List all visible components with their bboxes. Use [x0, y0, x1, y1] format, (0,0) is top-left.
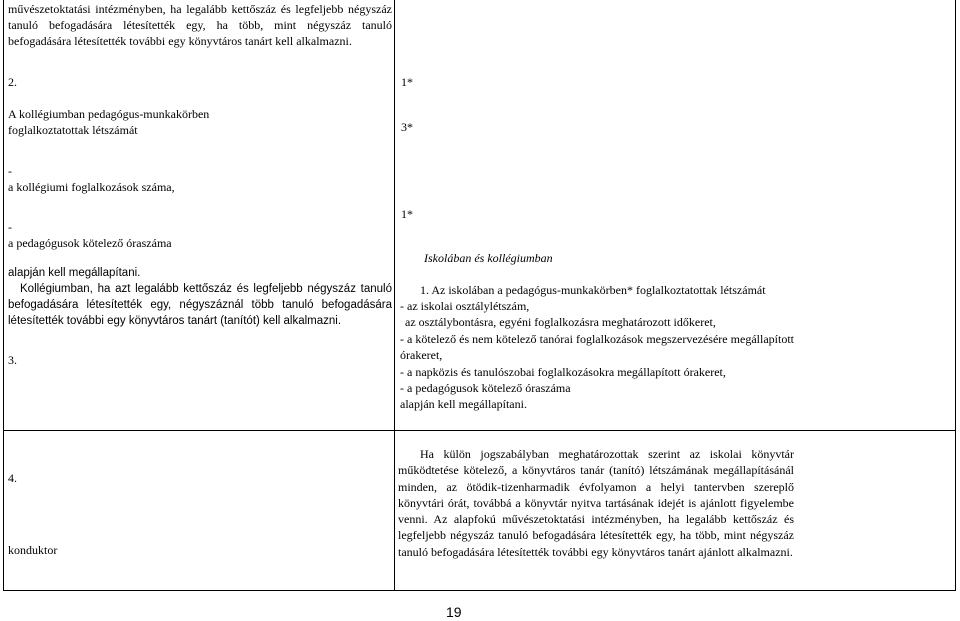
- right-line-5: - a napközis és tanulószobai foglalkozásokra megállapított órakeret,: [400, 365, 726, 379]
- dash-1: -: [8, 164, 12, 178]
- right-line-4: - a kötelező és nem kötelező tanórai foglalkozások megszervezésére megállapított órakeret,: [400, 332, 794, 362]
- row3-number: 3.: [8, 353, 17, 367]
- right-heading: Iskolában és kollégiumban: [424, 251, 553, 265]
- row2-title: A kollégiumban pedagógus-munkakörben foglalkoztatottak létszámát: [8, 107, 210, 137]
- table-border-right: [955, 0, 956, 590]
- row2-number: 2.: [8, 75, 17, 89]
- left-conclusion: alapján kell megállapítani.: [8, 267, 141, 279]
- marker-1-second: 1*: [401, 207, 413, 221]
- right-line-2: - az iskolai osztálylétszám,: [400, 299, 530, 313]
- row4-number: 4.: [8, 471, 17, 485]
- table-border-bottom: [3, 590, 956, 591]
- right-line-1: 1. Az iskolában a pedagógus-munkakörben* foglalkoztatottak létszámát: [420, 283, 766, 297]
- item-pedagogusok-oraszama: a pedagógusok kötelező óraszáma: [8, 236, 172, 250]
- row4-paragraph: Ha külön jogszabályban meghatározottak szerint az iskolai könyvtár működtetése kötelező, a könyvtáros tanár (tanító) létszámának megállapításánál minden, az ötödik-tizenharmadik évfolyamon a helyi tantervben szereplő könyvtári órát, továbbá a könyvtár nyitva tartásának idejét is ajánlott figyelembe venni. Az alapfokú művészetoktatási intézményben, ha legalább kettőszáz és legfeljebb négyszáz tanuló befogadására létesítették egy, ha több, mint négyszáz tanuló befogadására létesítették további egy könyvtáros tanárt ajánlott alkalmazni.: [398, 447, 794, 559]
- kollegium-paragraph: Kollégiumban, ha azt legalább kettőszáz és legfeljebb négyszáz tanuló befogadására létesítették egy, négyszáznál több tanuló befogadására létesítették további egy könyvtáros tanárt (tanítót) kell alkalmazni.: [8, 283, 392, 327]
- left-top-paragraph: művészetoktatási intézményben, ha legalább kettőszáz és legfeljebb négyszáz tanuló befogadására létesítették egy, ha több, mint négyszáz tanuló befogadására létesítették további egy könyvtáros tanárt kell alkalmazni.: [8, 2, 392, 48]
- item-kollegiumi-foglalkozasok: a kollégiumi foglalkozások száma,: [8, 180, 175, 194]
- dash-2: -: [8, 220, 12, 234]
- table-border-left: [3, 0, 4, 590]
- marker-3: 3*: [401, 120, 413, 134]
- page-number: 19: [446, 604, 462, 620]
- marker-1: 1*: [401, 75, 413, 89]
- row4-title: konduktor: [8, 543, 58, 557]
- table-row-divider: [3, 430, 956, 431]
- right-line-7: alapján kell megállapítani.: [400, 397, 527, 411]
- table-divider-col: [394, 0, 395, 590]
- right-line-3: az osztálybontásra, egyéni foglalkozásra meghatározott időkeret,: [405, 315, 716, 329]
- right-line-6: - a pedagógusok kötelező óraszáma: [400, 381, 571, 395]
